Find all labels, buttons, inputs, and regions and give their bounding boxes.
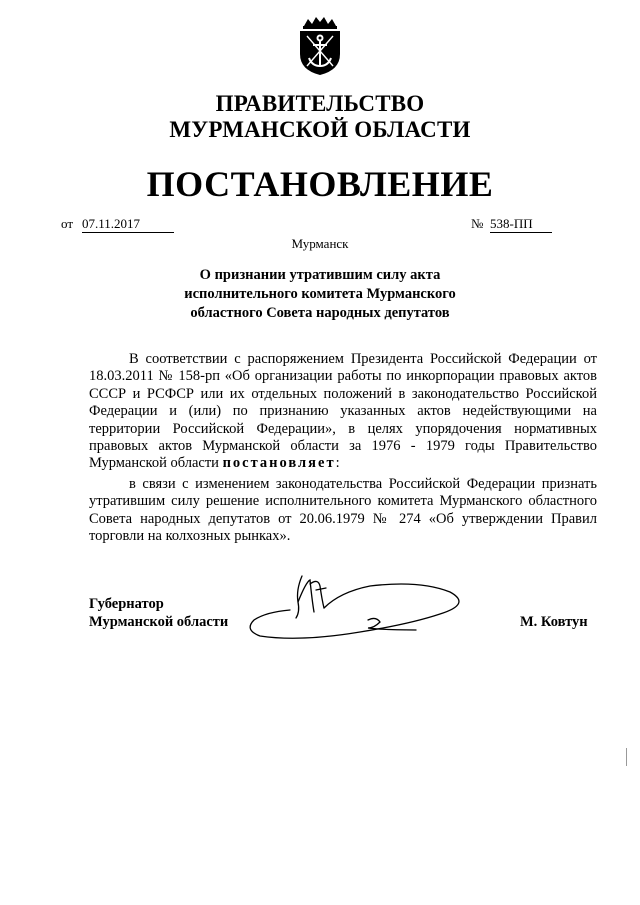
resolves-colon: : — [335, 455, 340, 472]
number-prefix: № — [471, 216, 484, 231]
signatory-name: М. Ковтун — [520, 614, 588, 630]
coat-of-arms-icon — [296, 16, 344, 76]
org-title-line2: МУРМАНСКОЙ ОБЛАСТИ — [169, 117, 471, 142]
scan-edge-mark — [626, 748, 631, 766]
signatory-position — [89, 596, 228, 631]
position-line2: Мурманской области — [89, 613, 229, 630]
subject-line2: исполнительного комитета Мурманского — [184, 286, 456, 302]
body-paragraph-1-text: В соответствии с распоряжением Президента Российской Федерации от 18.03.2011 № 158-рп «Об организации работы по инкорпорации правовых актов СССР и РСФСР или их отдельных положений в законодательство Российской Федерации и (или) по признанию указанных актов недействующими на территории Российской Федерации», в целях упорядочения нормативных правовых актов Мурманской области за 1976 - 1979 годы Правительство Мурманской области — [89, 351, 597, 472]
resolves-keyword: постановляет — [222, 455, 336, 472]
handwritten-signature — [240, 572, 470, 652]
position-line1: Губернатор — [89, 596, 164, 612]
subject-line3: областного Совета народных депутатов — [190, 305, 450, 321]
org-title-line1: ПРАВИТЕЛЬСТВО — [215, 91, 425, 116]
body-paragraph-1 — [89, 351, 597, 473]
subject-line1: О признании утратившим силу акта — [199, 267, 441, 283]
city: Мурманск — [291, 236, 349, 251]
document-type: ПОСТАНОВЛЕНИЕ — [146, 164, 494, 204]
document-date: 07.11.2017 — [82, 216, 174, 233]
document-subject — [150, 266, 490, 323]
document-number: 538-ПП — [490, 216, 552, 233]
date-prefix: от — [61, 216, 74, 231]
body-paragraph-2: в связи с изменением законодательства Российской Федерации признать утратившим силу решение исполнительного комитета Мурманского областного Совета народных депутатов от 20.06.1979 № 274 «Об утверждении Правил торговли на колхозных рынках». — [89, 476, 597, 545]
